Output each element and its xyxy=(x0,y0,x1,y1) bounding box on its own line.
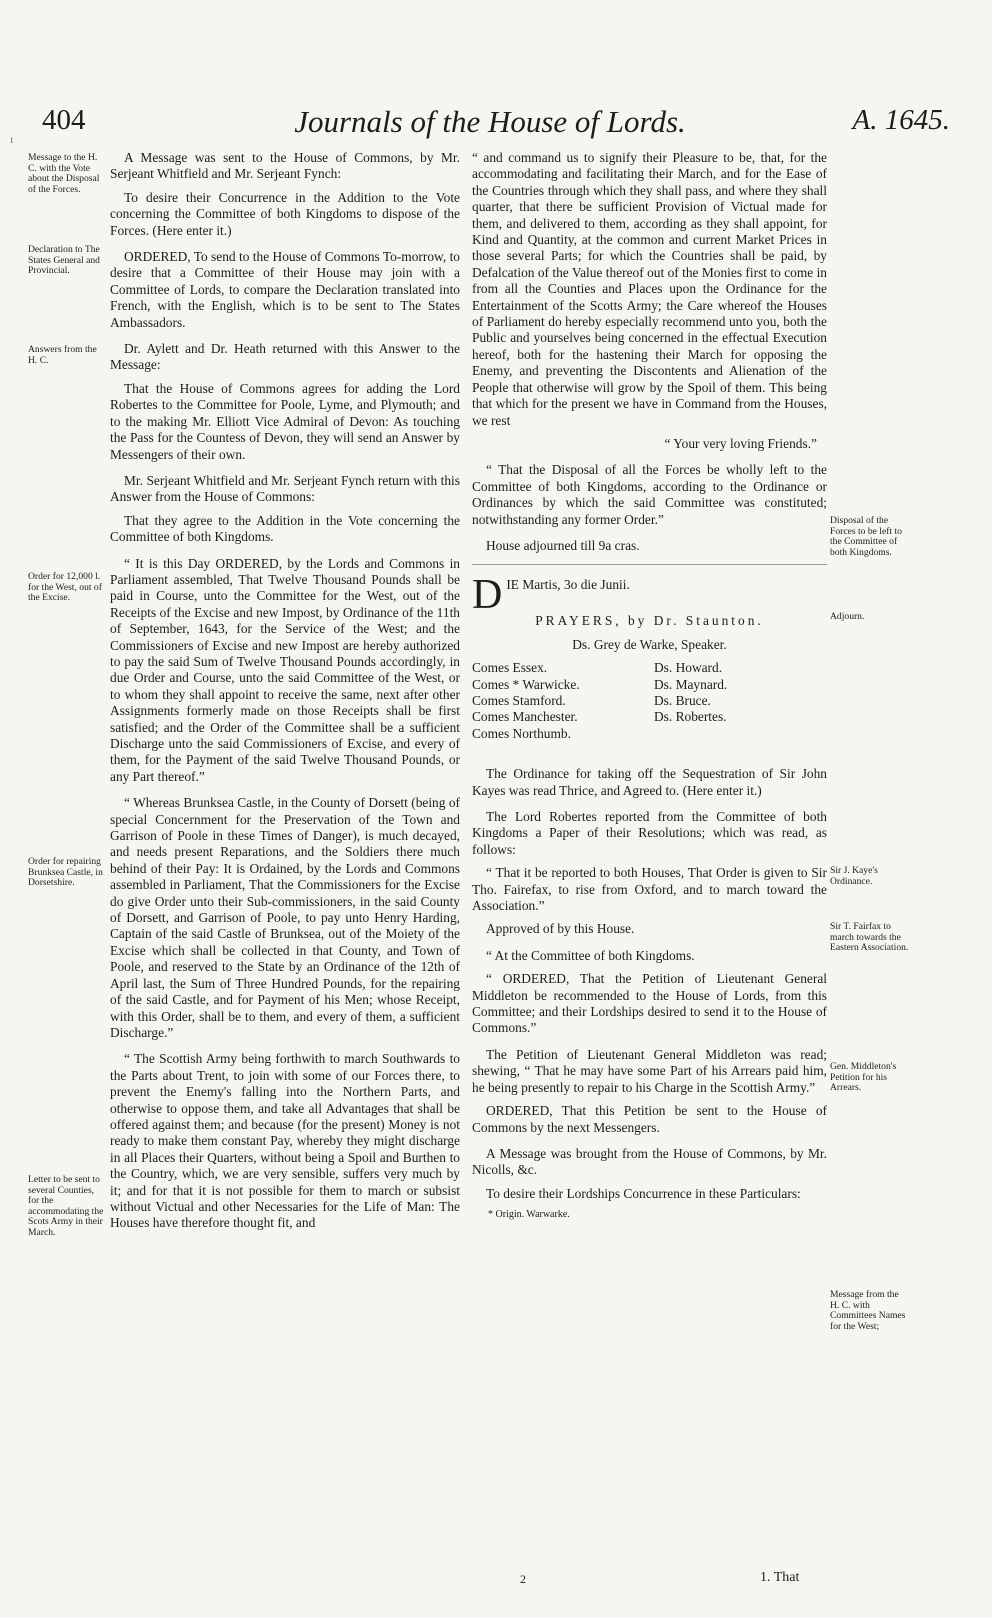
paragraph: To desire their Lordships Concurrence in these Particulars: xyxy=(486,1185,801,1201)
margin-note: Order for repairing Brunksea Castle, in Dorsetshire. xyxy=(28,856,103,889)
margin-note: Answers from the H. C. xyxy=(28,344,97,366)
paragraph: That they agree to the Addition in the Vote concerning the Committee of both Kingdoms. xyxy=(110,512,460,545)
page-header xyxy=(30,104,950,148)
disposal-vote: “ That the Disposal of all the Forces be wholly left to the Committee of both Kingdoms, according to the Ordinance or Ordinances by which the said Committee was constituted; notwithstanding any former Order.” xyxy=(472,462,827,527)
section-divider xyxy=(472,564,827,565)
attendee: Ds. Howard. xyxy=(654,660,723,676)
right-column xyxy=(472,150,827,1228)
drop-capital: D xyxy=(472,572,503,619)
domini-list xyxy=(654,660,727,742)
paragraph: To desire their Concurrence in the Addition to the Vote concerning the Committee of both Kingdoms to dispose of the Forces. (Here enter it.) xyxy=(110,189,460,238)
attendance-list xyxy=(472,660,827,742)
footnote: * Origin. Warwarke. xyxy=(488,1209,570,1221)
prayers-line: PRAYERS, by Dr. Staunton. xyxy=(535,613,764,629)
margin-note: Order for 12,000 l. for the West, out of the Excise. xyxy=(28,571,102,604)
paragraph: ORDERED, To send to the House of Commons To-morrow, to desire that a Committee of their House may join with a Committee of Lords, to compare the Declaration translated into French, with the English, which is to be sent to The States Ambassadors. xyxy=(110,249,460,330)
speaker-line: Ds. Grey de Warke, Speaker. xyxy=(572,636,727,652)
attendee: Comes Essex. xyxy=(472,660,548,676)
attendee: Comes Manchester. xyxy=(472,709,578,725)
paragraph: Dr. Aylett and Dr. Heath returned with this Answer to the Message: xyxy=(110,341,460,373)
paragraph: Approved of by this House. xyxy=(486,921,635,937)
paragraph: ORDERED, That this Petition be sent to the House of Commons by the next Messengers. xyxy=(472,1103,827,1135)
attendee: Ds. Robertes. xyxy=(654,709,727,725)
margin-note: Gen. Middleton's Petition for his Arrears. xyxy=(830,1061,897,1094)
left-column xyxy=(110,150,460,1239)
paragraph: The Ordinance for taking off the Sequestration of Sir John Kayes was read Thrice, and Agreed to. (Here enter it.) xyxy=(472,766,827,798)
signature-mark: 2 xyxy=(520,1572,526,1586)
margin-note: Declaration to The States General and Provincial. xyxy=(28,244,100,277)
order-brunksea: “ Whereas Brunksea Castle, in the County of Dorsett (being of special Concernment for the Preservation of the Town and Garrison of Poole in these Times of Danger), is much decayed, and needs present Reparations, and the Soldiers there much behind of their Pay: It is Ordained, by the Lords and Commons assembled in Parliament, That the Commissioners for the Excise do give Order unto their Sub-commissioners, in the said County of Dorsett, and Garrison of Poole, to pay unto Henry Harding, Captain of the said Castle of Brunksea, out of the Moiety of the Excise which shall be collected in that County, and Town of Poole, and reserved to the State by an Ordinance of the 12th of April last, the Sum of Three Hundred Pounds, for the repairing of the said Castle, and for Payment of his Men; whose Receipt, with this Order, shall be to them, and every of them, a sufficient Discharge.” xyxy=(110,795,460,1040)
page-year: A. 1645. xyxy=(852,104,950,136)
edge-mark: ı xyxy=(10,132,14,146)
paragraph: A Message was sent to the House of Commons, by Mr. Serjeant Whitfield and Mr. Serjeant Fynch: xyxy=(110,150,460,182)
margin-note: Sir T. Fairfax to march towards the Eastern Association. xyxy=(830,921,909,954)
comites-list xyxy=(472,660,654,742)
letter-signature: “ Your very loving Friends.” xyxy=(664,435,817,451)
page-number: 404 xyxy=(42,104,86,136)
margin-note: Message to the H. C. with the Vote about the Disposal of the Forces. xyxy=(28,152,100,195)
paragraph: A Message was brought from the House of Commons, by Mr. Nicolls, &c. xyxy=(472,1145,827,1178)
date-line: IE Martis, 3o die Junii. xyxy=(506,577,630,593)
letter-continuation: “ and command us to signify their Pleasure to be, that, for the accommodating and facilitating their March, and for the Ease of the Countries through which they shall pass, and where they shall quarter, that there be sufficient Provision of Victual made for them, and delivered to them, according as they shall appoint, for Kind and Quantity, at the common and current Market Prices in those several Parts; for which the Countries shall be paid, by Defalcation of the Value thereof out of the Monies first to come in from all the Counties and Places upon the Ordinance for the Entertainment of the Scotts Army; the Care whereof the Houses of Parliament do hereby especially recommend unto you, both the Public and yourselves being concerned in the effectual Execution hereof, both for the hastening their March for opposing the Enemy, and preventing the Discontents and Alienation of the People that otherwise will grow by the Spoil of them. This being that which for the present we have in Command from the Houses, we rest xyxy=(472,150,827,428)
paragraph: “ ORDERED, That the Petition of Lieutenant General Middleton be recommended to the House of Lords, from this Committee; and their Lordships desired to send it to the House of Commons.” xyxy=(472,971,827,1036)
catchword: 1. That xyxy=(760,1570,800,1585)
margin-note: Message from the H. C. with Committees Names for the West; xyxy=(830,1289,906,1332)
paragraph: Mr. Serjeant Whitfield and Mr. Serjeant Fynch return with this Answer from the House of Commons: xyxy=(110,472,460,505)
date-heading xyxy=(472,572,827,619)
paragraph: The Lord Robertes reported from the Committee of both Kingdoms a Paper of their Resolutions; which was read, as follows: xyxy=(472,809,827,857)
attendee: Ds. Bruce. xyxy=(654,692,711,708)
attendee: Comes Stamford. xyxy=(472,692,566,708)
attendee: Comes Northumb. xyxy=(472,725,571,741)
running-title: Journals of the House of Lords. xyxy=(294,104,686,139)
paragraph: “ That it be reported to both Houses, That Order is given to Sir Tho. Fairefax, to rise from Oxford, and to march toward the Association.” xyxy=(472,865,827,914)
paragraph: “ At the Committee of both Kingdoms. xyxy=(486,947,695,963)
order-excise: “ It is this Day ORDERED, by the Lords and Commons in Parliament assembled, That Twelve Thousand Pounds shall be paid in Course, unto the Committee for the West, out of the Receipts of the Excise and new Impost, by Ordinance of the 11th of September, 1643, for the Service of the West; and the Commissioners of Excise and new Impost are hereby authorized to pay the said Sum of Twelve Thousand Pounds accordingly, in due Order and Course, unto the said Committee of the West, or to whom they shall appoint to receive the same, next after other Assignments formerly made on those Receipts shall be first satisfied; and the Order of the Committee shall be a sufficient Discharge unto the said Commissioners of Excise, and every of them, for the Payment of the said Twelve Thousand Pounds, or any Part thereof.” xyxy=(110,555,460,784)
margin-note: Disposal of the Forces to be left to the Committee of both Kingdoms. xyxy=(830,515,902,558)
margin-note: Letter to be sent to several Counties, for the accommodating the Scots Army in their March. xyxy=(28,1174,104,1238)
adjournment: House adjourned till 9a cras. xyxy=(486,537,640,553)
attendee: Comes * Warwicke. xyxy=(472,676,580,692)
paragraph: That the House of Commons agrees for adding the Lord Robertes to the Committee for Poole, Lyme, and Plymouth; and to the making Mr. Elliott Vice Admiral of Devon: As touching the Pass for the Countess of Devon, they will send an Answer by Messengers of their own. xyxy=(110,380,460,462)
paragraph: The Petition of Lieutenant General Middleton was read; shewing, “ That he may have some Part of his Arrears paid him, he being presently to repair to his Charge in the Scottish Army.” xyxy=(472,1046,827,1095)
letter-scots-army: “ The Scottish Army being forthwith to march Southwards to the Parts about Trent, to join with some of our Forces there, to prevent the Enemy's falling into the Northern Parts, and otherwise to oppose them, and take all Advantages that shall be offered against them; and because (for the present) Money is not ready to make them constant Pay, whereby they might discharge in all Places their Quarters, without being a Spoil and Burthen to the Country, which, we are very sensible, suffers very much by it; and for that it is not possible for them to march or subsist without Victual and other Necessaries for the Life of Man: The Houses have therefore thought fit, and xyxy=(110,1051,460,1231)
attendee: Ds. Maynard. xyxy=(654,676,728,692)
margin-note: Sir J. Kaye's Ordinance. xyxy=(830,865,878,887)
margin-note: Adjourn. xyxy=(830,611,865,622)
